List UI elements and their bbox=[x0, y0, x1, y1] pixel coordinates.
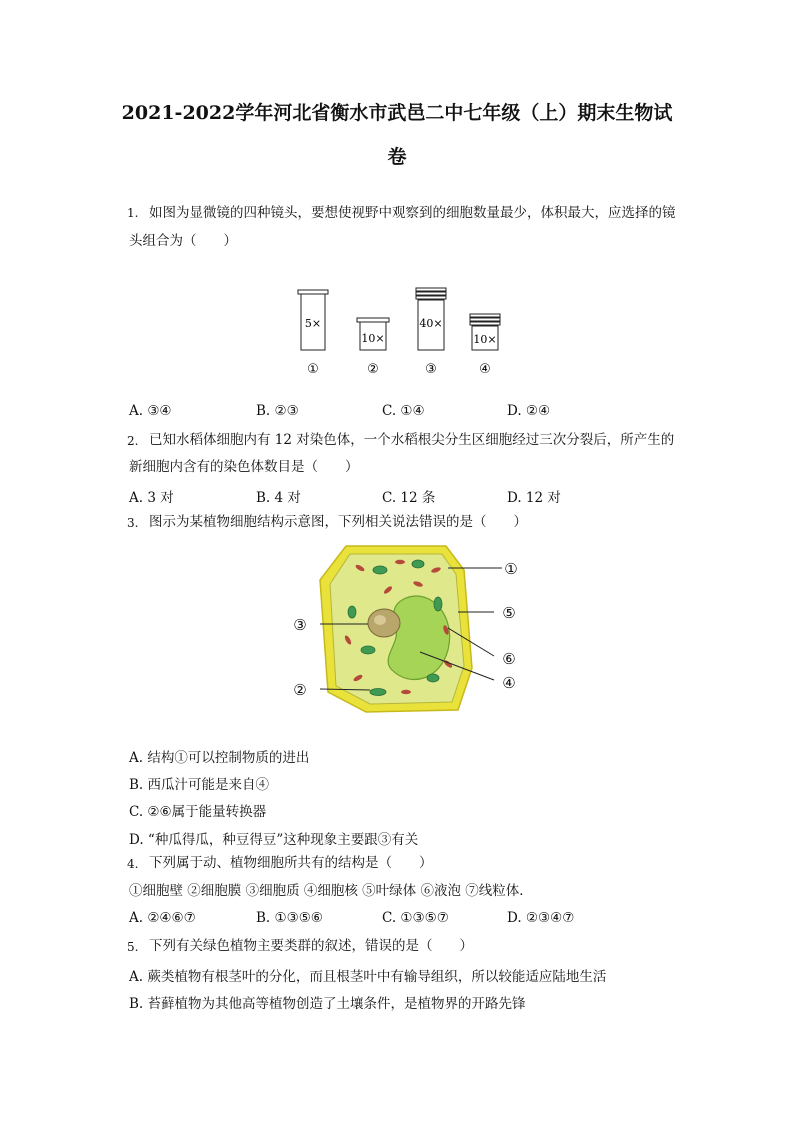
question-text: 新细胞内含有的染色体数目是（ ） bbox=[129, 459, 359, 475]
option-b[interactable]: B. ①③⑤⑥ bbox=[256, 910, 323, 926]
question-number: 4. bbox=[127, 857, 139, 871]
question-text: 如图为显微镜的四种镜头，要想使视野中观察到的细胞数量最少，体积最大，应选择的镜 bbox=[149, 205, 676, 221]
option-b[interactable]: B. ②③ bbox=[256, 403, 299, 419]
marker-1: ① bbox=[504, 560, 518, 578]
option-b[interactable]: B. 西瓜汁可能是来自④ bbox=[129, 777, 270, 793]
question-text: 图示为某植物细胞结构示意图，下列相关说法错误的是（ ） bbox=[149, 514, 527, 530]
marker-3: ③ bbox=[293, 616, 307, 634]
question-number: 1. bbox=[127, 206, 139, 220]
question-number: 2. bbox=[127, 434, 139, 448]
option-d[interactable]: D. 12 对 bbox=[507, 490, 561, 506]
lens-3-label: 40× bbox=[419, 317, 443, 330]
marker-5: ⑤ bbox=[502, 604, 516, 622]
option-a[interactable]: A. 3 对 bbox=[129, 490, 174, 506]
option-b[interactable]: B. 4 对 bbox=[256, 490, 301, 506]
option-c[interactable]: C. ①③⑤⑦ bbox=[382, 910, 449, 926]
marker-2: ② bbox=[293, 681, 307, 699]
lens-1-marker: ① bbox=[307, 362, 319, 377]
option-c[interactable]: C. ②⑥属于能量转换器 bbox=[129, 804, 267, 820]
lens-1 bbox=[298, 290, 328, 377]
lens-figure bbox=[292, 284, 512, 384]
option-d[interactable]: D. “种瓜得瓜，种豆得豆”这种现象主要跟③有关 bbox=[129, 832, 419, 848]
marker-6: ⑥ bbox=[502, 650, 516, 668]
option-d[interactable]: D. ②③④⑦ bbox=[507, 910, 575, 926]
question-text: 已知水稻体细胞内有 12 对染色体，一个水稻根尖分生区细胞经过三次分裂后，所产生的 bbox=[149, 432, 675, 448]
question-number: 5. bbox=[127, 940, 139, 954]
lens-2 bbox=[357, 318, 389, 377]
question-number: 3. bbox=[127, 516, 139, 530]
option-a[interactable]: A. 结构①可以控制物质的进出 bbox=[129, 750, 310, 766]
lens-2-label: 10× bbox=[361, 332, 385, 345]
option-a[interactable]: A. 蕨类植物有根茎叶的分化，而且根茎叶中有输导组织，所以较能适应陆地生活 bbox=[129, 969, 607, 985]
title-line-2: 卷 bbox=[387, 146, 407, 168]
marker-4: ④ bbox=[502, 674, 516, 692]
question-text: ①细胞壁 ②细胞膜 ③细胞质 ④细胞核 ⑤叶绿体 ⑥液泡 ⑦线粒体． bbox=[129, 883, 533, 899]
option-c[interactable]: C. 12 条 bbox=[382, 490, 436, 506]
option-a[interactable]: A. ③④ bbox=[129, 403, 172, 419]
option-d[interactable]: D. ②④ bbox=[507, 403, 551, 419]
option-a[interactable]: A. ②④⑥⑦ bbox=[129, 910, 196, 926]
question-text: 头组合为（ ） bbox=[129, 233, 237, 249]
plant-cell-figure bbox=[288, 540, 528, 720]
lens-2-marker: ② bbox=[367, 362, 379, 377]
title-line-1: 2021-2022学年河北省衡水市武邑二中七年级（上）期末生物试 bbox=[121, 102, 673, 124]
nucleolus bbox=[374, 615, 386, 625]
option-b[interactable]: B. 苔藓植物为其他高等植物创造了土壤条件，是植物界的开路先锋 bbox=[129, 996, 526, 1012]
question-text: 下列有关绿色植物主要类群的叙述，错误的是（ ） bbox=[149, 938, 473, 954]
lens-1-label: 5× bbox=[304, 317, 322, 330]
lens-3 bbox=[416, 288, 446, 377]
question-text: 下列属于动、植物细胞所共有的结构是（ ） bbox=[149, 855, 433, 871]
lens-4-marker: ④ bbox=[479, 362, 491, 377]
lens-4-label: 10× bbox=[473, 333, 497, 346]
lens-3-marker: ③ bbox=[425, 362, 437, 377]
lens-4 bbox=[470, 314, 500, 377]
option-c[interactable]: C. ①④ bbox=[382, 403, 425, 419]
